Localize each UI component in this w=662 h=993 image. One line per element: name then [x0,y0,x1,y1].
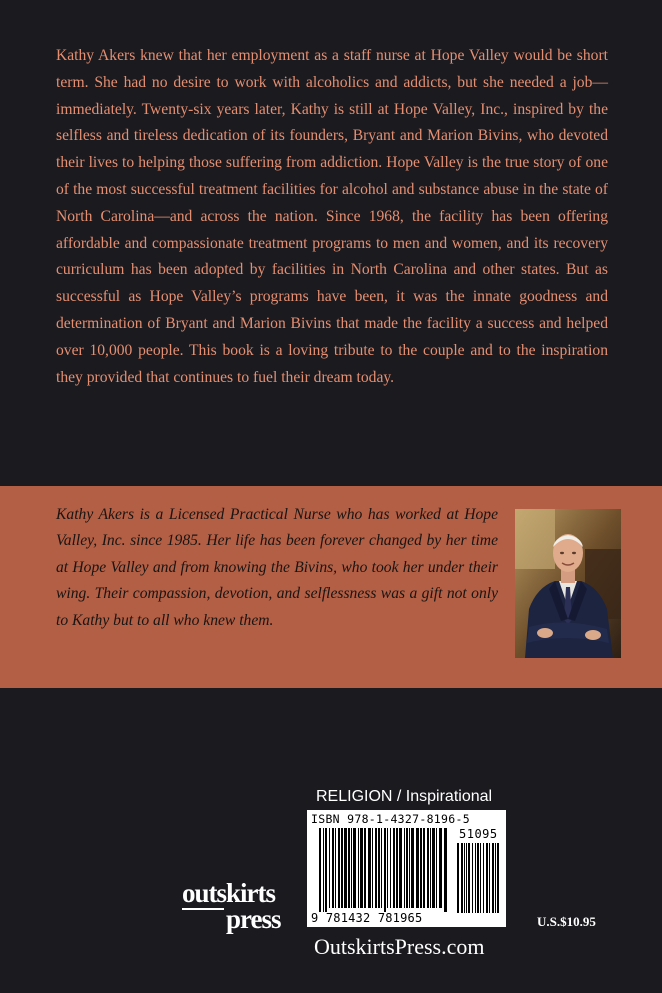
author-photo-image [515,509,621,658]
logo-press: press [226,904,281,934]
barcode-bar [406,828,408,908]
logo-underline [182,908,224,910]
addon-bar [472,843,473,913]
barcode-bar [404,828,405,908]
barcode-bar [420,828,422,908]
barcode-bar [387,828,388,908]
barcode-bar [378,828,380,908]
barcode-bar [399,828,402,908]
addon-bar [477,843,479,913]
back-cover-blurb: Kathy Akers knew that her employment as a staff nurse at Hope Valley would be short term. She had no desire to work with alcoholics and addicts, but she needed a job—immediately. Twenty-six years later, Kathy is still at Hope Valley, Inc., inspired by the selfless and tireless dedication of its founders, Bryant and Marion Bivins, who devoted their lives to helping those suffering from addiction. Hope Valley is the true story of one of the most successful treatment facilities for alcohol and substance abuse in the state of North Carolina—and across the nation. Since 1968, the facility has been offering affordable and compassionate treatment programs to men and women, and its recovery curriculum has been adopted by facilities in North Carolina and other states. But as successful as Hope Valley’s programs have been, it was the innate goodness and determination of Bryant and Marion Bivins that made the facility a success and helped over 10,000 people. This book is a loving tribute to the couple and to the inspiration they provided that continues to fuel their dream today. [56,47,608,386]
barcode-bar [353,828,356,908]
barcode-bar [368,828,371,908]
barcode-bars [307,810,506,927]
barcode-bar [338,828,340,908]
addon-bar [468,843,470,913]
barcode-bar [396,828,398,908]
barcode-bar [332,828,334,908]
author-photo [515,509,621,658]
addon-bar [483,843,484,913]
addon-bar [457,843,459,913]
addon-bar [461,843,463,913]
logo-outskirts: outskirts [182,878,276,908]
addon-bar [475,843,476,913]
bisac-category: RELIGION / Inspirational [316,788,493,805]
addon-bar [495,843,496,913]
barcode-bar [344,828,347,908]
isbn-barcode [307,810,506,927]
barcode-bar [423,828,425,908]
barcode-bar [427,828,429,908]
barcode-bar [325,828,327,912]
addon-bar [489,843,490,913]
barcode-bar [360,828,363,908]
addon-bar [464,843,465,913]
barcode-bar [384,828,386,912]
barcode-bar [358,828,359,908]
barcode-bar [375,828,377,908]
barcode-bar [439,828,442,908]
barcode-bar [381,828,382,908]
barcode-bar [319,828,321,912]
barcode-bar [444,828,447,912]
addon-bar [486,843,488,913]
addon-bar [497,843,499,913]
barcode-bar [411,828,414,908]
addon-bar [480,843,481,913]
barcode-bar [409,828,410,908]
ean-digits: 9 781432 781965 [311,911,423,925]
addon-bar [492,843,494,913]
barcode-bar [372,828,373,908]
price: U.S.$10.95 [537,914,596,929]
author-bio: Kathy Akers is a Licensed Practical Nurse who has worked at Hope Valley, Inc. since 1985. Her life has been forever changed by her time at Hope Valley and from knowing the Bivins, who took her under their wing. Their compassion, devotion, and selflessness was a gift not only to Kathy but to all who knew them. [56,506,498,629]
publisher-logo [182,880,294,940]
barcode-bar [436,828,437,908]
barcode-bar [430,828,431,908]
author-bio-band [0,486,662,688]
publisher-website: OutskirtsPress.com [314,934,485,959]
barcode-bar [341,828,343,908]
barcode-bar [432,828,435,908]
barcode-bar [390,828,391,908]
barcode-bar [364,828,366,908]
barcode-bar [348,828,350,908]
barcode-bar [335,828,336,908]
addon-bar [466,843,467,913]
barcode-bar [329,828,330,908]
barcode-bar [351,828,352,908]
barcode-bar [393,828,395,908]
price-addon-digits: 51095 [459,827,498,841]
barcode-bar [416,828,419,908]
barcode-bar [323,828,324,912]
isbn-label: ISBN 978-1-4327-8196-5 [311,812,470,826]
